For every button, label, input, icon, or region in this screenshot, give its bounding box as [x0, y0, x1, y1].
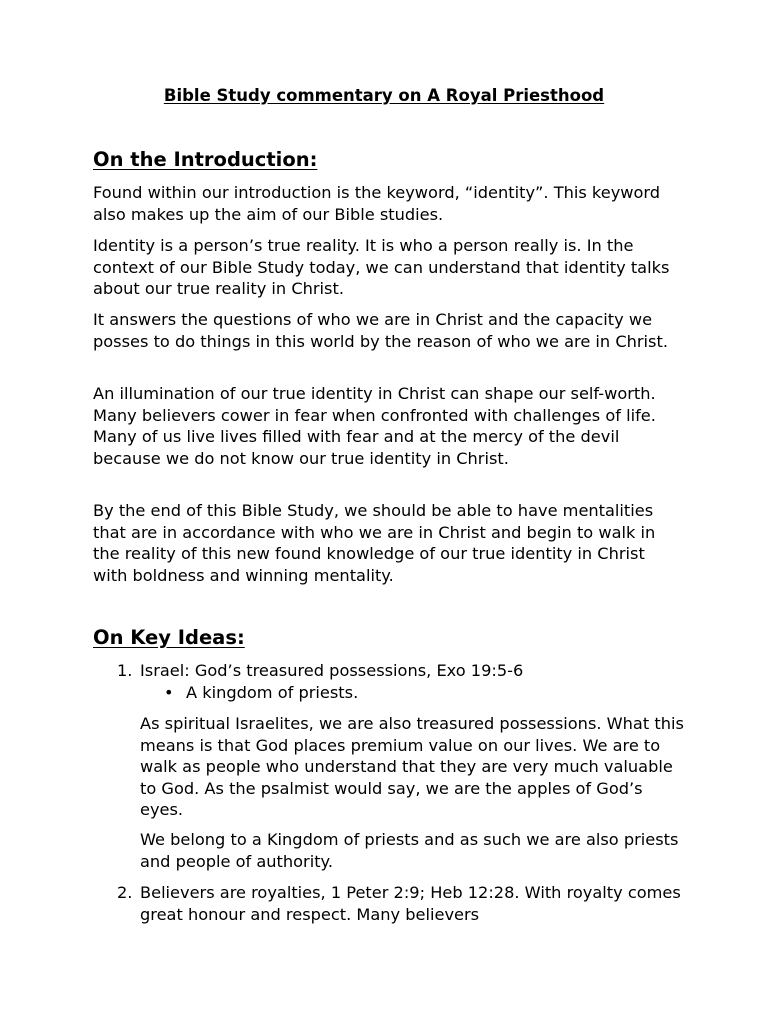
key-idea-1-paragraph-1: As spiritual Israelites, we are also treasured possessions. What this means is that God places premium value on our lives. We are to walk as people who understand that they are very much valuable to God. As the psalmist would say, we are the apples of God’s eyes.	[140, 714, 684, 819]
list-number-1: 1.	[117, 661, 133, 680]
intro-paragraph-1: Found within our introduction is the keyword, “identity”. This keyword also makes up the aim of our Bible studies.	[93, 183, 661, 224]
intro-paragraph-4: An illumination of our true identity in Christ can shape our self-worth. Many believers cower in fear when confronted with challenges of life. Many of us live lives filled with fear and at the mercy of the devil because we do not know our true identity in Christ.	[93, 384, 656, 468]
key-idea-1-text: Israel: God’s treasured possessions, Exo 19:5-6	[140, 661, 524, 680]
key-idea-1-paragraph-2: We belong to a Kingdom of priests and as such we are also priests and people of authority.	[140, 830, 679, 871]
key-idea-1-sub-bullet: A kingdom of priests.	[186, 683, 359, 702]
intro-paragraph-5: By the end of this Bible Study, we should be able to have mentalities that are in accordance with who we are in Christ and begin to walk in the reality of this new found knowledge of our true identity in Christ with boldness and winning mentality.	[93, 501, 656, 585]
document-title: Bible Study commentary on A Royal Priesthood	[163, 86, 605, 105]
key-idea-2-text: Believers are royalties, 1 Peter 2:9; Heb 12:28. With royalty comes great honour and respect. Many believers	[140, 883, 681, 924]
introduction-heading: On the Introduction:	[93, 148, 318, 171]
key-ideas-heading: On Key Ideas:	[93, 626, 245, 649]
intro-paragraph-3: It answers the questions of who we are in Christ and the capacity we posses to do things in this world by the reason of who we are in Christ.	[93, 310, 668, 351]
list-number-2: 2.	[117, 883, 133, 902]
bullet-icon: •	[164, 683, 174, 702]
intro-paragraph-2: Identity is a person’s true reality. It is who a person really is. In the context of our Bible Study today, we can understand that identity talks about our true reality in Christ.	[93, 236, 670, 298]
